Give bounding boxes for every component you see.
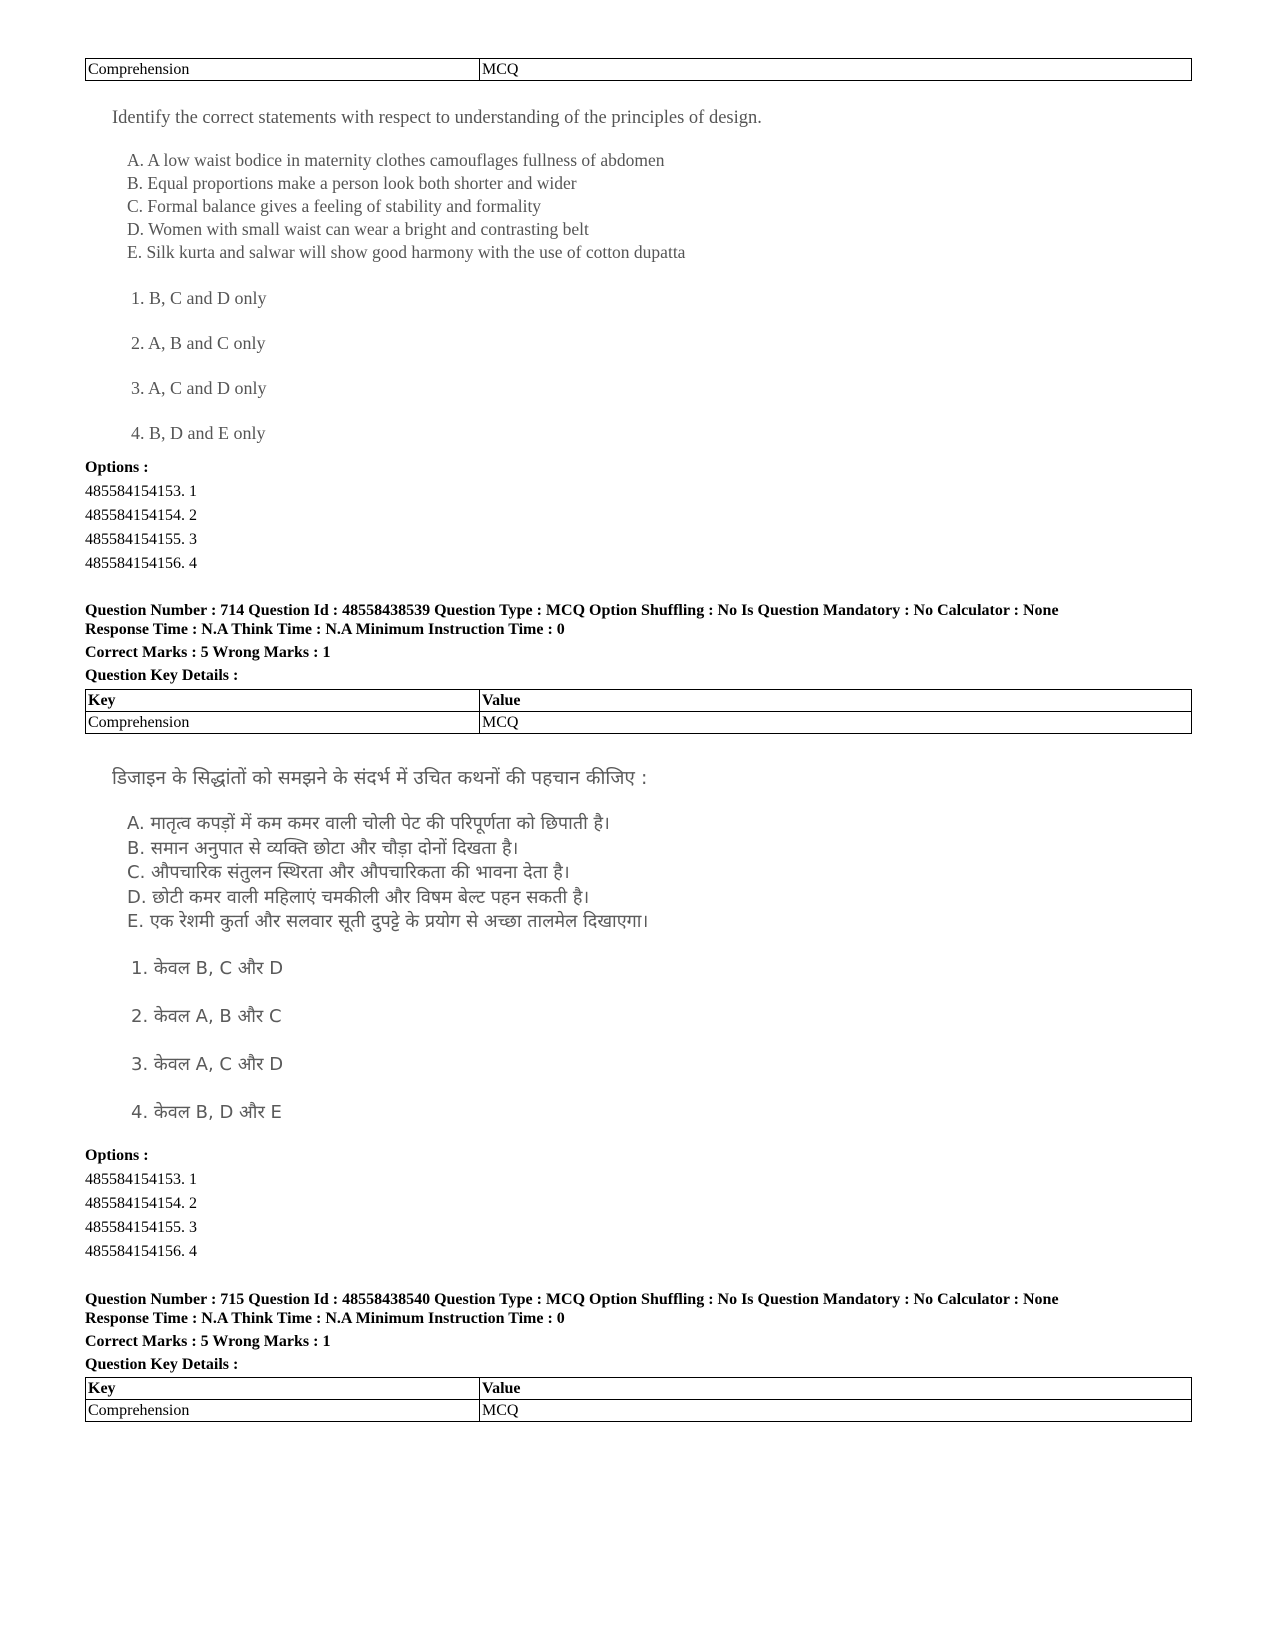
question-715-key-table — [85, 1377, 1192, 1422]
answer-choice: 3. A, C and D only — [131, 378, 267, 398]
table-header-value: Value — [480, 690, 1192, 712]
table-cell-value: MCQ — [480, 1400, 1192, 1422]
statement: B. Equal proportions make a person look both shorter and wider — [127, 173, 577, 193]
statement: A. मातृत्व कपड़ों में कम कमर वाली चोली पेट की परिपूर्णता को छिपाती है। — [127, 813, 610, 834]
answer-choice: 3. केवल A, C और D — [131, 1053, 284, 1075]
options-block — [85, 1144, 197, 1264]
question-key-details-label: Question Key Details : — [85, 667, 239, 684]
answer-choice: 2. केवल A, B और C — [131, 1005, 282, 1027]
option-item: 485584154154. 2 — [85, 1195, 197, 1212]
question-stem: डिजाइन के सिद्धांतों को समझने के संदर्भ में उचित कथनों की पहचान कीजिए : — [112, 767, 648, 789]
question-714-meta — [85, 601, 1235, 686]
table-cell-key: Comprehension — [86, 1400, 480, 1422]
option-item: 485584154156. 4 — [85, 555, 197, 572]
statement: E. Silk kurta and salwar will show good harmony with the use of cotton dupatta — [127, 242, 686, 262]
english-question-image — [85, 108, 805, 466]
statement: A. A low waist bodice in maternity clothes camouflages fullness of abdomen — [127, 150, 665, 170]
question-715-meta — [85, 1290, 1235, 1375]
table-cell-key: Comprehension — [86, 712, 480, 734]
statement-list — [127, 149, 805, 264]
answer-choice-list — [131, 286, 805, 466]
table-row — [86, 1400, 1192, 1422]
question-714-key-table — [85, 689, 1192, 734]
option-item: 485584154156. 4 — [85, 1243, 197, 1260]
statement: D. Women with small waist can wear a bright and contrasting belt — [127, 219, 589, 239]
top-key-value-table — [85, 58, 1192, 81]
table-header-value: Value — [480, 1378, 1192, 1400]
question-info-line: Question Number : 715 Question Id : 48558438540 Question Type : MCQ Option Shuffling : No Is Question Mandatory : No Calculator : None — [85, 1291, 1059, 1308]
options-label: Options : — [85, 459, 149, 476]
table-header-row — [86, 690, 1192, 712]
table-cell-value: MCQ — [480, 59, 1192, 81]
question-stem: Identify the correct statements with respect to understanding of the principles of design. — [112, 108, 762, 128]
question-timing-line: Response Time : N.A Think Time : N.A Minimum Instruction Time : 0 — [85, 1310, 565, 1327]
statement: B. समान अनुपात से व्यक्ति छोटा और चौड़ा दोनों दिखता है। — [127, 837, 519, 859]
table-row — [86, 59, 1192, 81]
option-item: 485584154155. 3 — [85, 531, 197, 548]
answer-choice-list — [131, 957, 805, 1149]
table-row — [86, 712, 1192, 734]
question-marks: Correct Marks : 5 Wrong Marks : 1 — [85, 644, 331, 661]
answer-choice: 2. A, B and C only — [131, 333, 266, 353]
statement: D. छोटी कमर वाली महिलाएं चमकीली और विषम बेल्ट पहन सकती है। — [127, 886, 590, 908]
table-header-key: Key — [86, 1378, 480, 1400]
option-item: 485584154155. 3 — [85, 1219, 197, 1236]
option-item: 485584154154. 2 — [85, 507, 197, 524]
options-block — [85, 456, 197, 576]
hindi-question-image — [85, 764, 805, 1149]
table-header-row — [86, 1378, 1192, 1400]
answer-choice: 1. केवल B, C और D — [131, 957, 284, 979]
question-timing-line: Response Time : N.A Think Time : N.A Minimum Instruction Time : 0 — [85, 621, 565, 638]
statement: C. औपचारिक संतुलन स्थिरता और औपचारिकता की भावना देता है। — [127, 862, 570, 883]
statement: E. एक रेशमी कुर्ता और सलवार सूती दुपट्टे के प्रयोग से अच्छा तालमेल दिखाएगा। — [127, 911, 649, 932]
option-item: 485584154153. 1 — [85, 483, 197, 500]
question-marks: Correct Marks : 5 Wrong Marks : 1 — [85, 1333, 331, 1350]
statement: C. Formal balance gives a feeling of stability and formality — [127, 196, 542, 216]
table-header-key: Key — [86, 690, 480, 712]
options-label: Options : — [85, 1147, 149, 1164]
answer-choice: 1. B, C and D only — [131, 288, 267, 308]
option-item: 485584154153. 1 — [85, 1171, 197, 1188]
question-info-line: Question Number : 714 Question Id : 48558438539 Question Type : MCQ Option Shuffling : No Is Question Mandatory : No Calculator : None — [85, 602, 1059, 619]
answer-choice: 4. केवल B, D और E — [131, 1101, 282, 1123]
statement-list — [127, 812, 805, 935]
table-cell-key: Comprehension — [86, 59, 480, 81]
table-cell-value: MCQ — [480, 712, 1192, 734]
question-key-details-label: Question Key Details : — [85, 1356, 239, 1373]
answer-choice: 4. B, D and E only — [131, 423, 266, 443]
